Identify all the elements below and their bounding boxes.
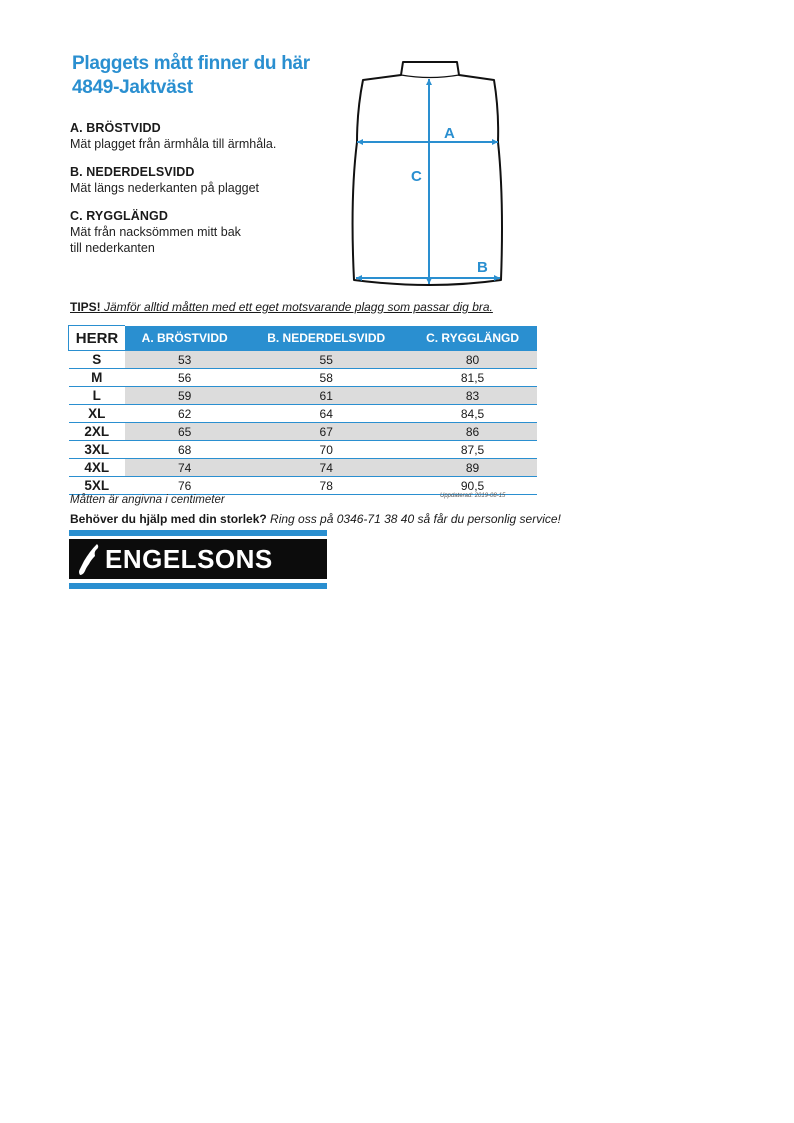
measurement-c-text-2: till nederkanten xyxy=(70,241,155,255)
logo-top-band xyxy=(69,530,327,536)
table-row xyxy=(69,351,538,369)
value-a: 59 xyxy=(125,387,244,405)
measurement-c-heading: C. RYGGLÄNGD xyxy=(70,209,168,223)
vest-diagram xyxy=(348,58,518,294)
table-row xyxy=(69,477,538,495)
updated-date: Uppdaterad: 2019-08-15 xyxy=(440,493,506,499)
table-row xyxy=(69,423,538,441)
value-a: 53 xyxy=(125,351,244,369)
table-row xyxy=(69,405,538,423)
measurement-b-heading: B. NEDERDELSVIDD xyxy=(70,165,195,179)
size-table xyxy=(68,325,537,495)
table-row xyxy=(69,369,538,387)
value-b: 70 xyxy=(244,441,408,459)
table-row xyxy=(69,387,538,405)
help-question: Behöver du hjälp med din storlek? xyxy=(70,512,267,526)
units-note: Måtten är angivna i centimeter xyxy=(70,494,225,506)
measurement-b-text: Mät längs nederkanten på plagget xyxy=(70,181,260,195)
value-c: 80 xyxy=(408,351,537,369)
tips-lead: TIPS! xyxy=(70,300,101,314)
vest-collar-seam xyxy=(401,75,459,78)
value-a: 65 xyxy=(125,423,244,441)
size-label: 4XL xyxy=(69,459,126,477)
value-c: 90,5 xyxy=(408,477,537,495)
value-b: 74 xyxy=(244,459,408,477)
size-label: XL xyxy=(69,405,126,423)
sweden-map-icon xyxy=(77,543,101,576)
value-a: 62 xyxy=(125,405,244,423)
value-b: 78 xyxy=(244,477,408,495)
table-corner-label: HERR xyxy=(69,326,126,351)
value-b: 67 xyxy=(244,423,408,441)
value-b: 64 xyxy=(244,405,408,423)
size-label: 3XL xyxy=(69,441,126,459)
value-c: 84,5 xyxy=(408,405,537,423)
logo-wordmark: ENGELSONS xyxy=(105,544,273,574)
value-b: 58 xyxy=(244,369,408,387)
label-c: C xyxy=(411,168,422,185)
value-a: 68 xyxy=(125,441,244,459)
size-label: 5XL xyxy=(69,477,126,495)
table-row xyxy=(69,441,538,459)
size-label: S xyxy=(69,351,126,369)
column-header-c: C. RYGGLÄNGD xyxy=(408,326,537,351)
title-line-1: Plaggets mått finner du här xyxy=(72,53,310,74)
column-header-a: A. BRÖSTVIDD xyxy=(125,326,244,351)
label-a: A xyxy=(444,125,455,142)
value-c: 83 xyxy=(408,387,537,405)
size-label: 2XL xyxy=(69,423,126,441)
tips-text: Jämför alltid måtten med ett eget motsvarande plagg som passar dig bra. xyxy=(100,300,493,314)
title-line-2: 4849-Jaktväst xyxy=(72,77,193,98)
arrow-c-top xyxy=(426,79,432,85)
measurement-a xyxy=(70,120,340,152)
engelsons-logo xyxy=(69,530,327,589)
value-a: 74 xyxy=(125,459,244,477)
value-c: 87,5 xyxy=(408,441,537,459)
measurement-instructions xyxy=(70,120,340,268)
help-line xyxy=(70,511,561,527)
measurement-c xyxy=(70,208,340,256)
value-b: 55 xyxy=(244,351,408,369)
measurement-a-heading: A. BRÖSTVIDD xyxy=(70,121,161,135)
logo-bottom-band xyxy=(69,583,327,589)
measurement-c-text-1: Mät från nacksömmen mitt bak xyxy=(70,225,241,239)
size-label: L xyxy=(69,387,126,405)
label-b: B xyxy=(477,259,488,276)
vest-outline xyxy=(353,62,502,285)
page-title xyxy=(72,52,310,100)
size-table-header xyxy=(69,326,538,351)
measurement-a-text: Mät plagget från ärmhåla till ärmhåla. xyxy=(70,137,277,151)
column-header-b: B. NEDERDELSVIDD xyxy=(244,326,408,351)
size-label: M xyxy=(69,369,126,387)
measurement-b xyxy=(70,164,340,196)
table-row xyxy=(69,459,538,477)
value-a: 76 xyxy=(125,477,244,495)
value-c: 89 xyxy=(408,459,537,477)
value-b: 61 xyxy=(244,387,408,405)
value-a: 56 xyxy=(125,369,244,387)
help-contact: Ring oss på 0346-71 38 40 så får du personlig service! xyxy=(266,512,561,526)
value-c: 81,5 xyxy=(408,369,537,387)
value-c: 86 xyxy=(408,423,537,441)
tips-line xyxy=(70,299,493,315)
